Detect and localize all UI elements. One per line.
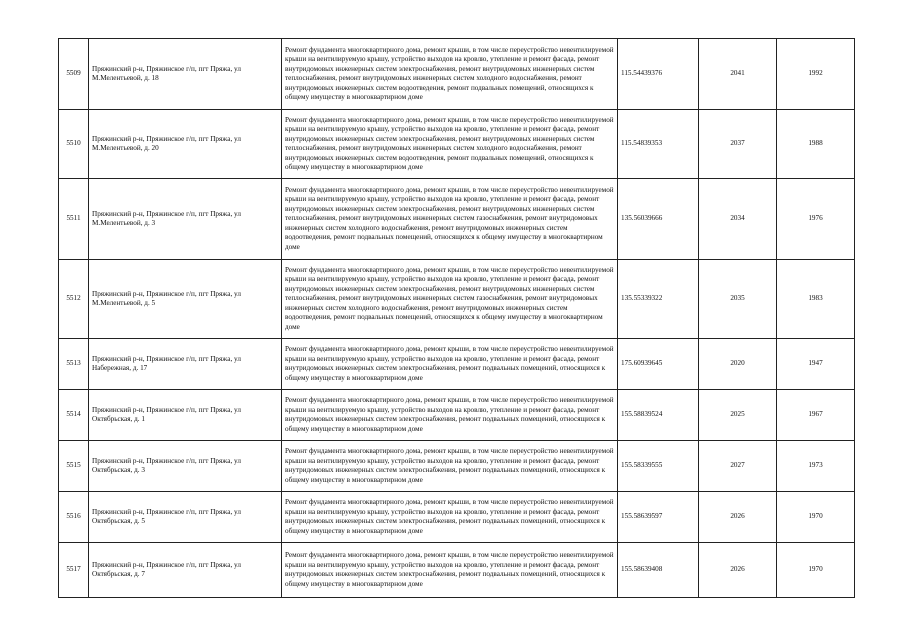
value-cell: 115.54439376 [618,39,699,110]
works-cell: Ремонт фундамента многоквартирного дома, ремонт крыши, в том числе переустройство невентилируемой крыши на вентилируемую крышу, устройство выходов на кровлю, утепление и ремонт фасада, ремонт внутридомовых инженерных систем электроснабжения, ремонт подвальных помещений, относящихся к общему имуществу в многоквартирном доме [282,492,618,543]
value-cell: 155.58839524 [618,390,699,441]
planned-year-cell: 2034 [699,179,777,260]
works-cell: Ремонт фундамента многоквартирного дома, ремонт крыши, в том числе переустройство невентилируемой крыши на вентилируемую крышу, устройство выходов на кровлю, утепление и ремонт фасада, ремонт внутридомовых инженерных систем электроснабжения, ремонт подвальных помещений, относящихся к общему имуществу в многоквартирном доме [282,441,618,492]
register-table [58,38,855,598]
built-year-cell: 1976 [777,179,855,260]
planned-year-cell: 2020 [699,339,777,390]
address-cell: Пряжинский р-н, Пряжинское г/п, пгт Пряжа, ул М.Мелентьевой, д. 5 [89,260,282,339]
works-cell: Ремонт фундамента многоквартирного дома, ремонт крыши, в том числе переустройство невентилируемой крыши на вентилируемую крышу, устройство выходов на кровлю, утепление и ремонт фасада, ремонт внутридомовых инженерных систем электроснабжения, ремонт внутридомовых инженерных систем теплоснабжения, ремонт внутридомовых инженерных систем газоснабжения, ремонт внутридомовых инженерных систем холодного водоснабжения, ремонт внутридомовых инженерных систем водоотведения, ремонт подвальных помещений, относящихся к общему имуществу в многоквартирном доме [282,260,618,339]
table-row [59,441,855,492]
value-cell: 155.58639408 [618,543,699,598]
table-row [59,110,855,179]
table-row [59,260,855,339]
built-year-cell: 1992 [777,39,855,110]
built-year-cell: 1947 [777,339,855,390]
address-cell: Пряжинский р-н, Пряжинское г/п, пгт Пряжа, ул Октябрьская, д. 3 [89,441,282,492]
address-cell: Пряжинский р-н, Пряжинское г/п, пгт Пряжа, ул Октябрьская, д. 7 [89,543,282,598]
value-cell: 135.56039666 [618,179,699,260]
row-number: 5517 [59,543,89,598]
value-cell: 155.58339555 [618,441,699,492]
row-number: 5514 [59,390,89,441]
built-year-cell: 1967 [777,390,855,441]
row-number: 5510 [59,110,89,179]
register-rows [59,39,855,598]
works-cell: Ремонт фундамента многоквартирного дома, ремонт крыши, в том числе переустройство невентилируемой крыши на вентилируемую крышу, устройство выходов на кровлю, утепление и ремонт фасада, ремонт внутридомовых инженерных систем электроснабжения, ремонт подвальных помещений, относящихся к общему имуществу в многоквартирном доме [282,543,618,598]
table-row [59,179,855,260]
planned-year-cell: 2026 [699,543,777,598]
address-cell: Пряжинский р-н, Пряжинское г/п, пгт Пряжа, ул М.Мелентьевой, д. 18 [89,39,282,110]
table-row [59,339,855,390]
table-row [59,39,855,110]
works-cell: Ремонт фундамента многоквартирного дома, ремонт крыши, в том числе переустройство невентилируемой крыши на вентилируемую крышу, устройство выходов на кровлю, утепление и ремонт фасада, ремонт внутридомовых инженерных систем электроснабжения, ремонт внутридомовых инженерных систем теплоснабжения, ремонт внутридомовых инженерных систем газоснабжения, ремонт внутридомовых инженерных систем холодного водоснабжения, ремонт внутридомовых инженерных систем водоотведения, ремонт подвальных помещений, относящихся к общему имуществу в многоквартирном доме [282,179,618,260]
works-cell: Ремонт фундамента многоквартирного дома, ремонт крыши, в том числе переустройство невентилируемой крыши на вентилируемую крышу, устройство выходов на кровлю, утепление и ремонт фасада, ремонт внутридомовых инженерных систем электроснабжения, ремонт подвальных помещений, относящихся к общему имуществу в многоквартирном доме [282,339,618,390]
built-year-cell: 1973 [777,441,855,492]
built-year-cell: 1983 [777,260,855,339]
works-cell: Ремонт фундамента многоквартирного дома, ремонт крыши, в том числе переустройство невентилируемой крыши на вентилируемую крышу, устройство выходов на кровлю, утепление и ремонт фасада, ремонт внутридомовых инженерных систем электроснабжения, ремонт внутридомовых инженерных систем теплоснабжения, ремонт внутридомовых инженерных систем холодного водоснабжения, ремонт внутридомовых инженерных систем водоотведения, ремонт подвальных помещений, относящихся к общему имуществу в многоквартирном доме [282,39,618,110]
table-row [59,390,855,441]
planned-year-cell: 2026 [699,492,777,543]
planned-year-cell: 2041 [699,39,777,110]
built-year-cell: 1988 [777,110,855,179]
row-number: 5511 [59,179,89,260]
row-number: 5509 [59,39,89,110]
row-number: 5515 [59,441,89,492]
address-cell: Пряжинский р-н, Пряжинское г/п, пгт Пряжа, ул Октябрьская, д. 1 [89,390,282,441]
planned-year-cell: 2035 [699,260,777,339]
row-number: 5513 [59,339,89,390]
address-cell: Пряжинский р-н, Пряжинское г/п, пгт Пряжа, ул М.Мелентьевой, д. 20 [89,110,282,179]
table-row [59,543,855,598]
row-number: 5516 [59,492,89,543]
address-cell: Пряжинский р-н, Пряжинское г/п, пгт Пряжа, ул Октябрьская, д. 5 [89,492,282,543]
planned-year-cell: 2027 [699,441,777,492]
value-cell: 135.55339322 [618,260,699,339]
works-cell: Ремонт фундамента многоквартирного дома, ремонт крыши, в том числе переустройство невентилируемой крыши на вентилируемую крышу, устройство выходов на кровлю, утепление и ремонт фасада, ремонт внутридомовых инженерных систем электроснабжения, ремонт внутридомовых инженерных систем теплоснабжения, ремонт внутридомовых инженерных систем холодного водоснабжения, ремонт внутридомовых инженерных систем водоотведения, ремонт подвальных помещений, относящихся к общему имуществу в многоквартирном доме [282,110,618,179]
row-number: 5512 [59,260,89,339]
value-cell: 175.60939645 [618,339,699,390]
value-cell: 115.54839353 [618,110,699,179]
built-year-cell: 1970 [777,492,855,543]
address-cell: Пряжинский р-н, Пряжинское г/п, пгт Пряжа, ул М.Мелентьевой, д. 3 [89,179,282,260]
table-row [59,492,855,543]
works-cell: Ремонт фундамента многоквартирного дома, ремонт крыши, в том числе переустройство невентилируемой крыши на вентилируемую крышу, устройство выходов на кровлю, утепление и ремонт фасада, ремонт внутридомовых инженерных систем электроснабжения, ремонт подвальных помещений, относящихся к общему имуществу в многоквартирном доме [282,390,618,441]
planned-year-cell: 2037 [699,110,777,179]
address-cell: Пряжинский р-н, Пряжинское г/п, пгт Пряжа, ул Набережная, д. 17 [89,339,282,390]
built-year-cell: 1970 [777,543,855,598]
value-cell: 155.58639597 [618,492,699,543]
planned-year-cell: 2025 [699,390,777,441]
